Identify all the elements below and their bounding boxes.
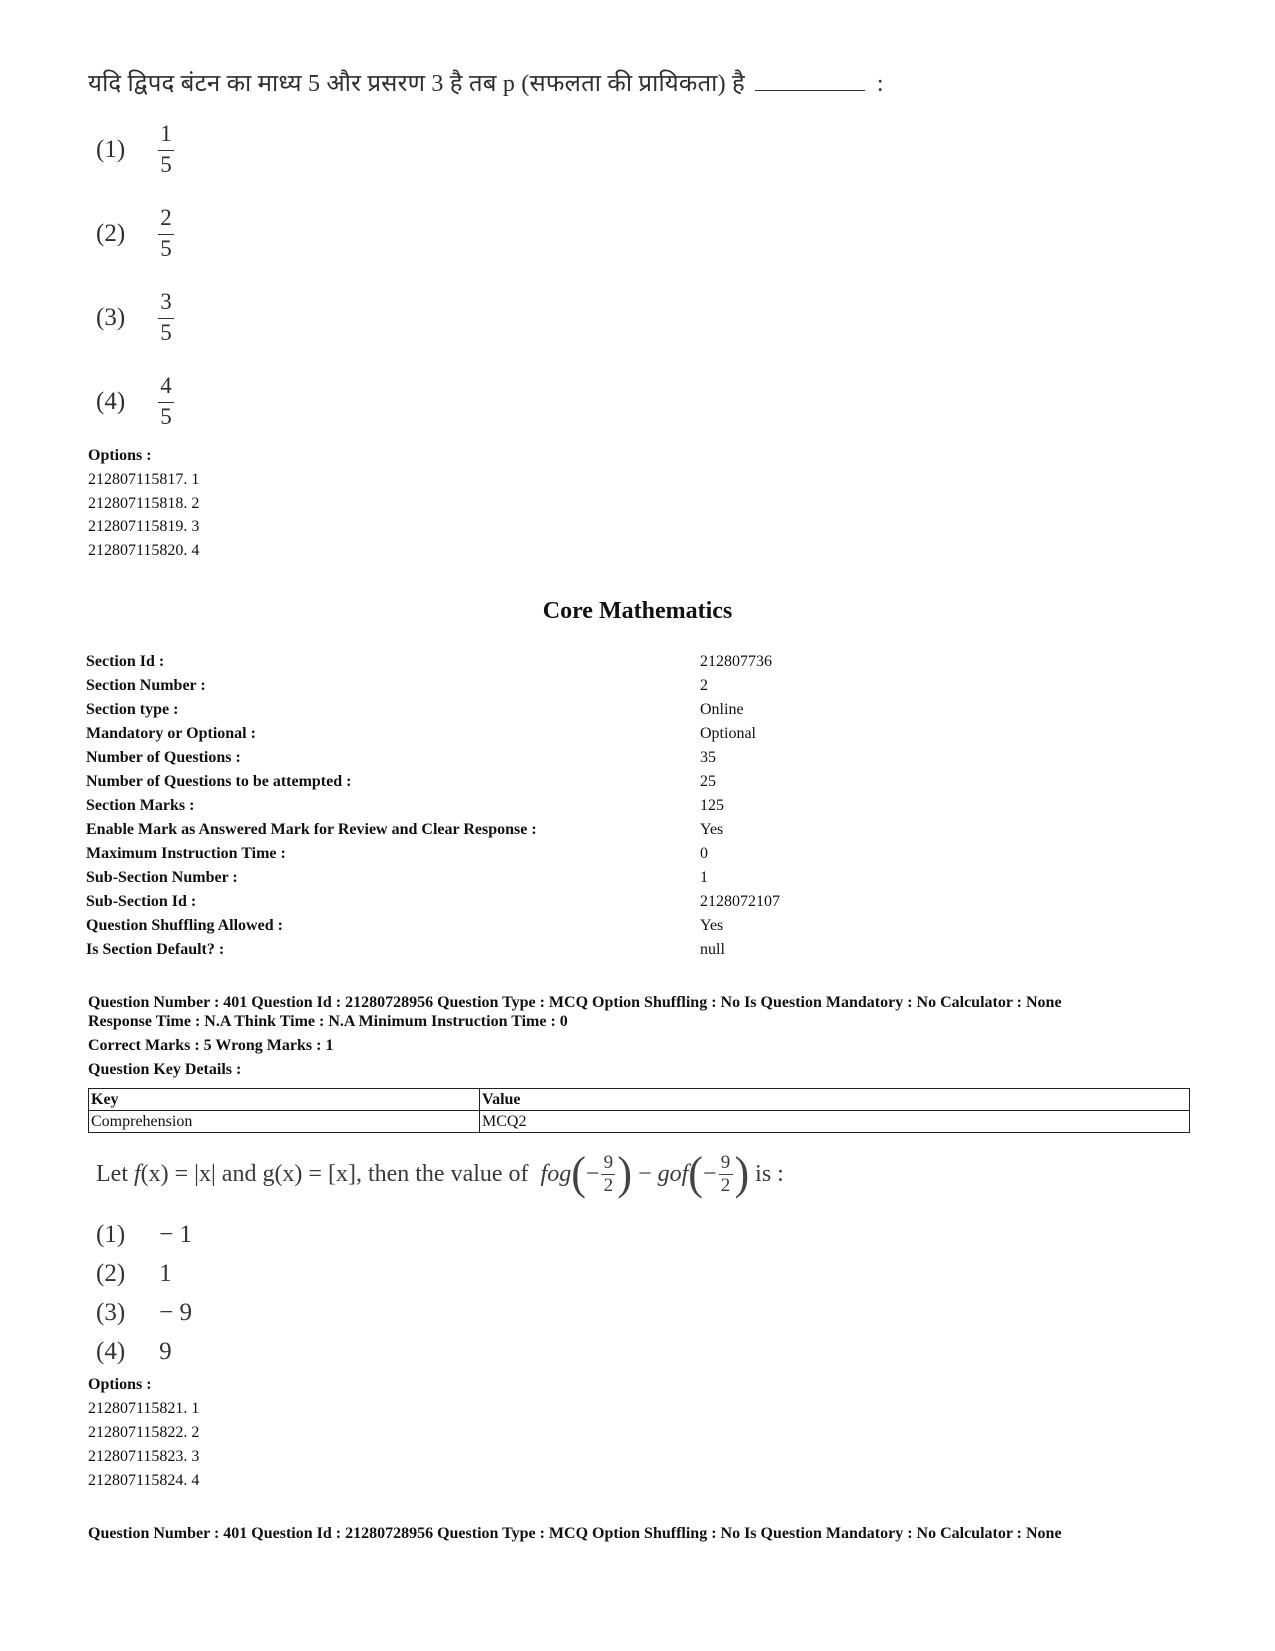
stem-minus: − <box>585 1160 600 1187</box>
stem-fraction <box>601 1153 615 1196</box>
fraction-numerator: 9 <box>603 1151 614 1173</box>
choice-number: (2) <box>96 219 126 247</box>
section-value: 35 <box>700 749 716 766</box>
right-paren: ) <box>734 1147 750 1200</box>
fraction-numerator: 2 <box>160 205 172 230</box>
question2-choice-3 <box>96 1299 192 1327</box>
question2-choice-1 <box>96 1221 192 1249</box>
choice-number: (1) <box>96 1221 126 1248</box>
fraction-bar <box>158 402 174 403</box>
fraction-denominator: 5 <box>160 151 172 177</box>
stem-is: is : <box>749 1160 784 1187</box>
question2-choice-4 <box>96 1338 172 1366</box>
choice-number: (3) <box>96 1299 126 1326</box>
question2-choice-2 <box>96 1260 172 1288</box>
answer-blank <box>755 72 865 91</box>
question1-choice-1 <box>96 122 174 178</box>
stem-fog: fog <box>540 1160 572 1187</box>
choice-fraction <box>158 374 174 430</box>
key-details-label: Question Key Details : <box>88 1061 242 1078</box>
stem-fx: (x) = |x| and g(x) = [x], then the value of <box>140 1160 535 1187</box>
stem-fraction <box>719 1153 733 1196</box>
choice-fraction <box>158 206 174 262</box>
section-key: Section Number : <box>86 677 206 694</box>
fraction-denominator: 5 <box>160 403 172 429</box>
section-value: 125 <box>700 797 724 814</box>
choice-number: (2) <box>96 1260 126 1287</box>
section-key: Section Marks : <box>86 797 195 814</box>
left-paren: ( <box>688 1147 703 1200</box>
section-value: Yes <box>700 917 724 934</box>
option-line: 212807115822. 2 <box>88 1424 200 1441</box>
choice-fraction <box>158 122 174 178</box>
right-paren: ) <box>617 1147 633 1200</box>
section-value: 2 <box>700 677 708 694</box>
stem-minus: − <box>702 1160 717 1187</box>
section-value: Online <box>700 701 744 718</box>
left-paren: ( <box>571 1147 586 1200</box>
section-value: Optional <box>700 725 756 742</box>
stem-mid: − <box>632 1160 658 1187</box>
fraction-bar <box>158 150 174 151</box>
section-value: Yes <box>700 821 724 838</box>
fraction-bar <box>158 234 174 235</box>
section-key: Section type : <box>86 701 179 718</box>
choice-number: (3) <box>96 303 126 331</box>
section-key: Sub-Section Number : <box>86 869 238 886</box>
question-marks: Correct Marks : 5 Wrong Marks : 1 <box>88 1037 334 1054</box>
fraction-denominator: 5 <box>160 319 172 345</box>
option-line: 212807115818. 2 <box>88 495 200 512</box>
fraction-bar <box>158 318 174 319</box>
choice-fraction <box>158 290 174 346</box>
section-value: 1 <box>700 869 708 886</box>
fraction-denominator: 5 <box>160 235 172 261</box>
question1-stem-end: : <box>876 71 884 97</box>
section-value: 0 <box>700 845 708 862</box>
fraction-numerator: 9 <box>720 1151 731 1173</box>
section-key: Maximum Instruction Time : <box>86 845 286 862</box>
fraction-denominator: 2 <box>720 1175 731 1196</box>
section-value: 212807736 <box>700 653 772 670</box>
choice-number: (4) <box>96 387 126 415</box>
question-meta-line: Question Number : 401 Question Id : 21280728956 Question Type : MCQ Option Shuffling : No Is Question Mandatory : No Calculator : None <box>88 994 1062 1011</box>
section-key: Number of Questions : <box>86 749 241 766</box>
option-line: 212807115824. 4 <box>88 1472 200 1489</box>
fraction-denominator: 2 <box>603 1175 614 1196</box>
choice-value: − 9 <box>159 1299 193 1326</box>
question1-stem <box>88 66 884 99</box>
option-line: 212807115819. 3 <box>88 518 200 535</box>
fraction-numerator: 1 <box>160 121 172 146</box>
section-value: 25 <box>700 773 716 790</box>
option-line: 212807115821. 1 <box>88 1400 200 1417</box>
stem-f: f <box>133 1160 141 1187</box>
section-key: Mandatory or Optional : <box>86 725 256 742</box>
question1-choice-4 <box>96 374 174 430</box>
table-header-row <box>89 1089 1190 1111</box>
option-line: 212807115820. 4 <box>88 542 200 559</box>
question2-stem <box>96 1147 784 1200</box>
choice-number: (4) <box>96 1338 126 1365</box>
choice-value: 1 <box>159 1260 172 1287</box>
question-meta-line: Response Time : N.A Think Time : N.A Minimum Instruction Time : 0 <box>88 1013 568 1030</box>
stem-gof: gof <box>657 1160 689 1187</box>
question1-choice-3 <box>96 290 174 346</box>
question1-stem-text: यदि द्विपद बंटन का माध्य 5 और प्रसरण 3 है तब p (सफलता की प्रायिकता) है <box>88 71 745 97</box>
section-key: Is Section Default? : <box>86 941 225 958</box>
question1-choice-2 <box>96 206 174 262</box>
stem-let: Let <box>96 1160 134 1187</box>
table-header-cell: Key <box>89 1089 480 1111</box>
option-line: 212807115817. 1 <box>88 471 200 488</box>
choice-number: (1) <box>96 135 126 163</box>
table-header-cell: Value <box>480 1089 1190 1111</box>
section-key: Number of Questions to be attempted : <box>86 773 352 790</box>
options-label: Options : <box>88 447 152 464</box>
section-value: null <box>700 941 725 958</box>
section-key: Enable Mark as Answered Mark for Review and Clear Response : <box>86 821 537 838</box>
question-key-table <box>88 1088 1190 1133</box>
table-cell: Comprehension <box>89 1111 480 1133</box>
option-line: 212807115823. 3 <box>88 1448 200 1465</box>
section-key: Sub-Section Id : <box>86 893 197 910</box>
section-value: 2128072107 <box>700 893 780 910</box>
options-label: Options : <box>88 1376 152 1393</box>
section-title: Core Mathematics <box>542 598 733 624</box>
choice-value: 9 <box>159 1338 172 1365</box>
fraction-numerator: 3 <box>160 289 172 314</box>
table-cell: MCQ2 <box>480 1111 1190 1133</box>
table-row <box>89 1111 1190 1133</box>
choice-value: − 1 <box>159 1221 193 1248</box>
question-meta-line: Question Number : 401 Question Id : 21280728956 Question Type : MCQ Option Shuffling : No Is Question Mandatory : No Calculator : None <box>88 1525 1062 1542</box>
fraction-numerator: 4 <box>160 373 172 398</box>
section-key: Question Shuffling Allowed : <box>86 917 283 934</box>
section-key: Section Id : <box>86 653 165 670</box>
